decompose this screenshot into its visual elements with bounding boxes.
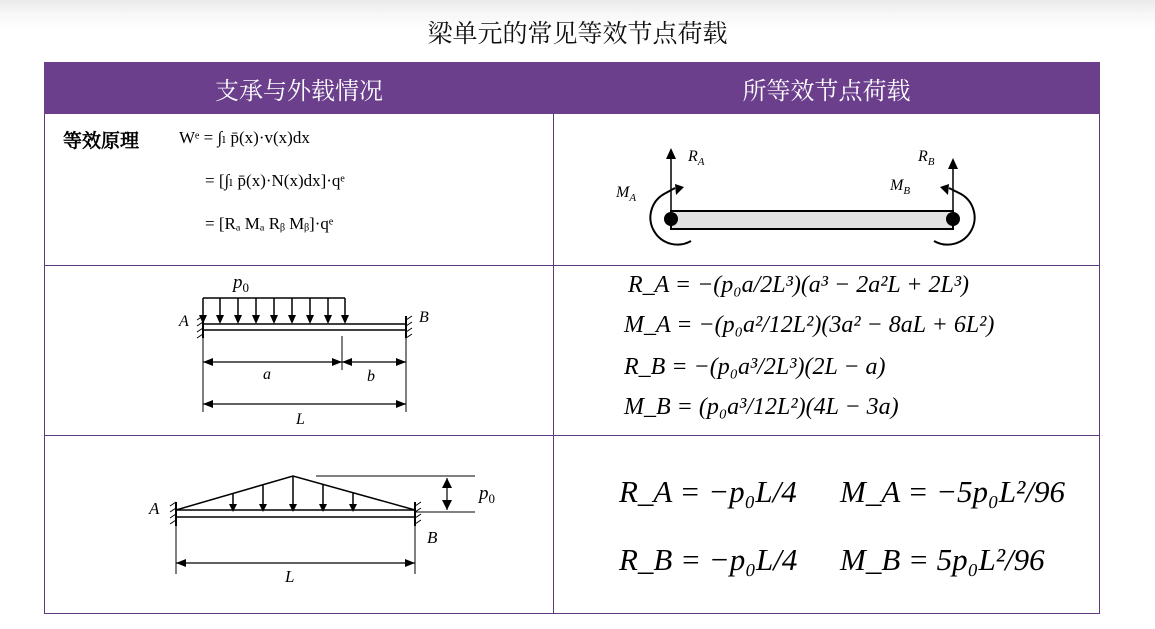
load-table: [44, 62, 1100, 614]
partial-load-case-cell: [45, 266, 554, 436]
result-ra: R_A = −p₀L/4: [619, 474, 797, 509]
triangular-load-case-cell: [45, 436, 554, 614]
p0-dim-arrowhead-top: [442, 478, 452, 488]
label-len-b: b: [367, 368, 375, 385]
label-a: A: [149, 499, 160, 518]
node-load-diagram: [554, 114, 1100, 266]
label-ra: $R_A$: [688, 148, 705, 168]
partial-uniform-load-diagram: [45, 266, 554, 436]
result-ra: R_A = −(p₀a/2L³)(a³ − 2a²L + 2L³): [628, 272, 970, 298]
label-b: B: [427, 528, 438, 547]
result-rb: R_B = −(p₀a³/2L³)(2L − a): [624, 354, 886, 380]
principle-label: 等效原理: [63, 130, 140, 152]
triangular-load-diagram: [45, 436, 554, 614]
reaction-a-arrowhead: [666, 148, 676, 159]
page-title: 梁单元的常见等效节点荷载: [427, 19, 728, 48]
result-rb: R_B = −p₀L/4: [619, 542, 798, 577]
principle-eq-1: Wᵉ = ∫ₗ p̄(x)·v(x)dx: [179, 128, 310, 147]
result-ma: M_A = −5p₀L²/96: [840, 474, 1065, 509]
label-a: A: [179, 313, 189, 330]
load-arrowheads: [199, 315, 349, 324]
partial-load-result-cell: [554, 266, 1100, 436]
load-arrowheads: [229, 504, 357, 512]
header-equivalent-loads: 所等效节点荷载: [554, 63, 1100, 114]
label-p0: $p_0$: [233, 272, 249, 295]
node-load-diagram-cell: [554, 114, 1100, 266]
label-ma: $M_A$: [616, 184, 637, 204]
label-len-a: a: [263, 366, 271, 383]
principle-cell: [45, 114, 554, 266]
label-rb: $R_B$: [918, 148, 935, 168]
label-len-l: L: [285, 567, 295, 586]
result-mb: M_B = (p₀a³/12L²)(4L − 3a): [624, 394, 899, 420]
label-b: B: [419, 309, 429, 326]
moment-a-arrowhead: [675, 184, 684, 195]
principle-eq-3: = [Rₐ Mₐ Rᵦ Mᵦ]·qᵉ: [205, 214, 334, 233]
node-b: [946, 212, 960, 226]
node-a: [664, 212, 678, 226]
reaction-b-arrowhead: [948, 158, 958, 169]
result-ma: M_A = −(p₀a²/12L²)(3a² − 8aL + 6L²): [624, 312, 995, 338]
moment-b-arrowhead: [940, 184, 949, 195]
principle-eq-2: = [∫ₗ p̄(x)·N(x)dx]·qᵉ: [205, 171, 345, 190]
label-p0: $p_0$: [479, 483, 495, 506]
result-mb: M_B = 5p₀L²/96: [840, 542, 1045, 577]
beam-element: [671, 211, 953, 229]
label-mb: $M_B$: [890, 177, 911, 197]
p0-dim-arrowhead-bottom: [442, 500, 452, 510]
triangular-load-result-cell: [554, 436, 1100, 614]
label-len-l: L: [296, 411, 305, 428]
header-support-load: 支承与外载情况: [45, 63, 554, 114]
